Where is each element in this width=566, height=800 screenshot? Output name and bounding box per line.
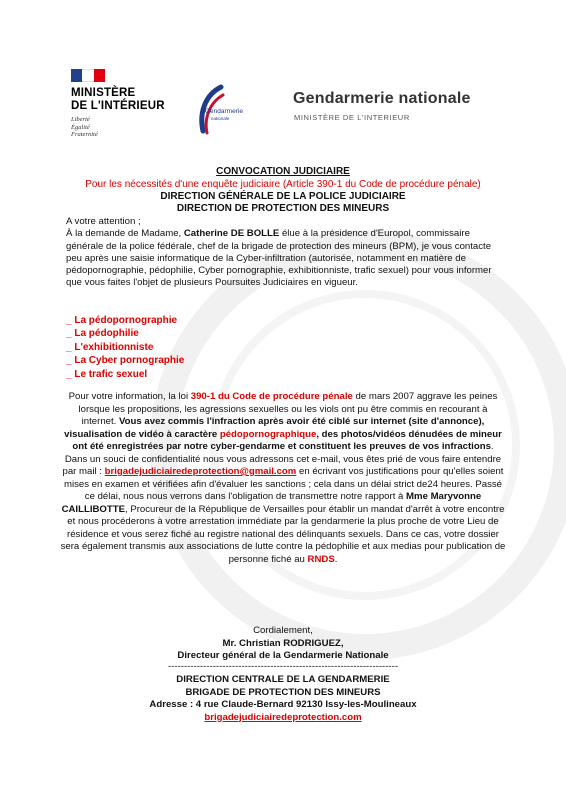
list-item: _ Le trafic sexuel <box>66 368 148 380</box>
emblem-text-nationale: nationale <box>211 116 230 121</box>
list-item: _ La Cyber pornographie <box>66 355 185 367</box>
document-title: CONVOCATION JUDICIAIRE <box>216 166 350 177</box>
gendarmerie-title: Gendarmerie nationale <box>293 90 471 107</box>
signature-block <box>60 625 506 663</box>
footer-email-link[interactable]: brigadejudiciairedeprotection.com <box>204 711 362 723</box>
prosecutor-name: Mme Maryvonne CAILLIBOTTE <box>61 491 482 515</box>
charges-list <box>66 314 184 381</box>
footer-line-2: BRIGADE DE PROTECTION DES MINEURS <box>185 686 381 698</box>
signatory-role: Directeur général de la Gendarmerie Nationale <box>177 650 389 661</box>
ministry-logo <box>71 69 181 139</box>
attention-line: A votre attention ; <box>66 216 141 227</box>
footer-line-1: DIRECTION CENTRALE DE LA GENDARMERIE <box>176 674 390 685</box>
gendarmerie-subtitle: MINISTÈRE DE L'INTERIEUR <box>294 113 410 122</box>
ministry-name: MINISTÈRE DE L'INTÉRIEUR <box>71 87 165 112</box>
rnds-term: RNDS <box>307 553 335 565</box>
footer-block <box>60 674 506 724</box>
footer-address: Adresse : 4 rue Claude-Bernard 92130 Issy-les-Moulineaux <box>149 699 417 710</box>
direction-line-1: DIRECTION GÉNÉRALE DE LA POLICE JUDICIAIRE <box>160 191 406 202</box>
separator: ------------------------------------------------------------------------ <box>167 662 399 672</box>
gendarmerie-emblem-icon <box>195 83 263 139</box>
contact-email-link[interactable]: brigadejudiciairedeprotection@gmail.com <box>104 466 297 477</box>
intro-text: À la demande de Madame, Catherine DE BOLLE élue à la présidence d'Europol, commissaire générale de la police fédérale, chef de la brigade de protection des mineurs (BPM), je vous contacte peu après une saisie informatique de la Cyber-infiltration (autorisée, notamment en matière de pédopornographie, pédophilie, Cyber pornographie, exhibitionniste, trafic sexuel) pour vous informer que vous faites l'objet de plusieurs Poursuites Judiciaires en vigueur. <box>66 228 492 289</box>
intro-paragraph <box>66 216 506 290</box>
purpose-line: Pour les nécessités d'une enquête judiciaire (Article 390-1 du Code de procédure pénale) <box>85 179 481 190</box>
republic-motto: Liberté Égalité Fraternité <box>71 116 98 138</box>
emblem-text-gendarmerie: Gendarmerie <box>205 108 243 115</box>
list-item: _ La pédopornographie <box>66 315 178 326</box>
main-paragraph: Pour votre information, la loi 390-1 du Code de procédure pénale de mars 2007 aggrave les peines lorsque les propositions, les agressions sexuelles ou les viols ont pu être commis en recourant à internet. Vous avez commis l'infraction après avoir été ciblé sur internet (site d'annonce), visualisation de vidéo à caractère pédopornographique, des photos/vidéos dénudées de mineur ont été enregistrées par notre cyber-gendarme et constituent les preuves de vos infractions. Dans un souci de confidentialité nous vous adressons cet e-mail, vous êtes prié de vous faire entendre par mail : brigadejudiciairedeprotection@gmail.com en écrivant vos justifications pour qu'elles soient mises en examen et vérifiées afin d'évaluer les sanctions ; cela dans un délai strict de24 heures. Passé ce délai, nous nous verrons dans l'obligation de transmettre notre rapport à Mme Maryvonne CAILLIBOTTE, Procureur de la République de Versailles pour établir un mandat d'arrêt à votre encontre et nous procéderons à votre arrestation immédiate par la gendarmerie la plus proche de votre Lieu de résidence et vous serez fiché au registre national des délinquants sexuels. Dans ce cas, votre dossier sera également transmis aux associations de lutte contre la pédophilie et aux medias pour publication de personne fiché au RNDS. <box>60 391 506 565</box>
signatory-name: Mr. Christian RODRIGUEZ, <box>222 637 344 649</box>
direction-line-2: DIRECTION DE PROTECTION DES MINEURS <box>176 203 390 214</box>
french-flag-icon <box>71 69 105 82</box>
highlight-term: pédopornographique <box>219 428 317 440</box>
list-item: _ La pédophilie <box>66 328 139 340</box>
list-item: _ L'exhibitionniste <box>66 341 154 353</box>
closing: Cordialement, <box>253 625 313 636</box>
requester-name: Catherine DE BOLLE <box>183 228 280 240</box>
law-reference: 390-1 du Code de procédure pénale <box>190 391 353 402</box>
